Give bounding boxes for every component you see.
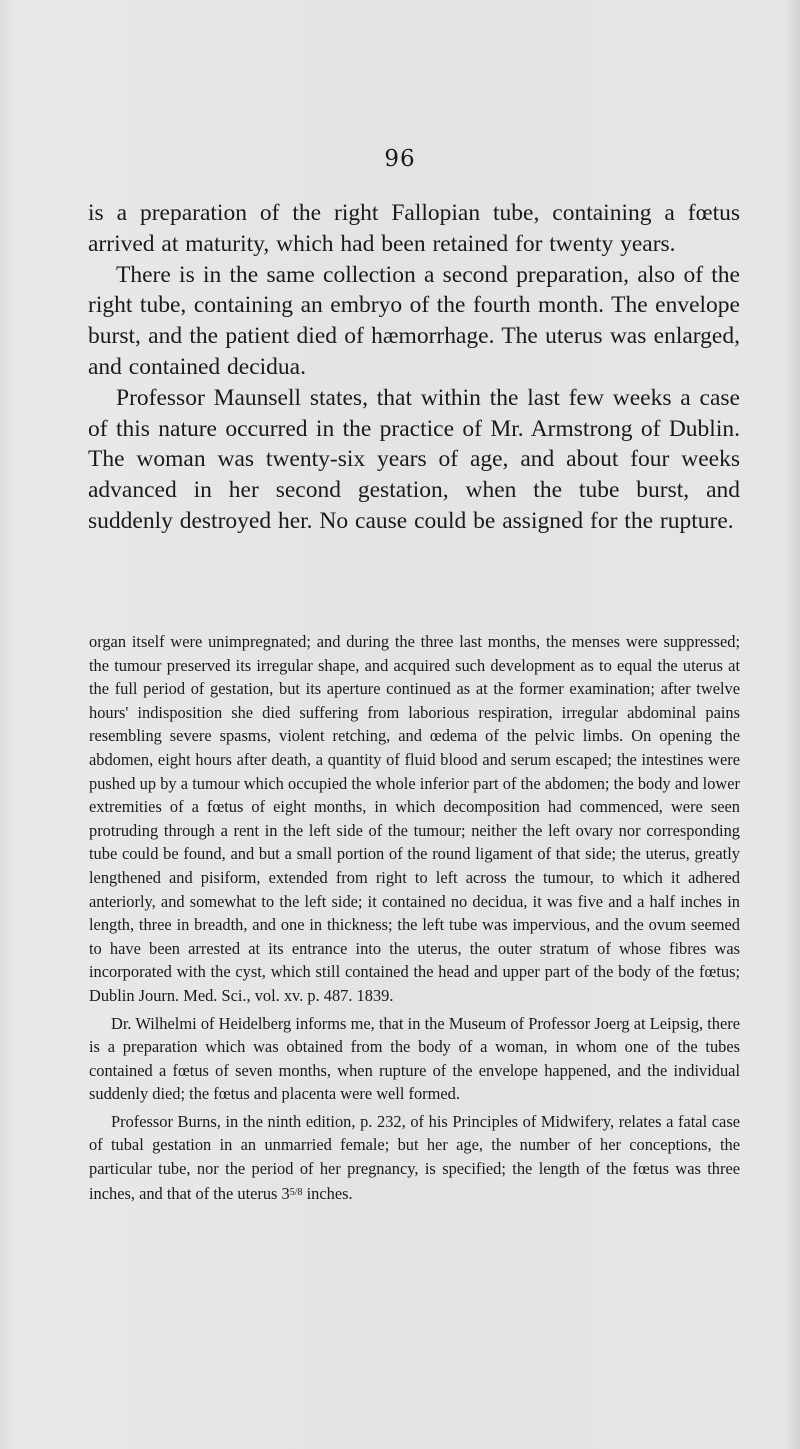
- main-paragraph: Professor Maunsell states, that within the last few weeks a case of this nature occurred in the practice of Mr. Armstrong of Dublin. The woman was twenty-six years of age, and about four weeks advanced in her second gestation, when the tube burst, and suddenly destroyed her. No cause could be assigned for the rupture.: [88, 384, 740, 534]
- main-paragraph: There is in the same collection a second preparation, also of the right tube, containing an embryo of the fourth month. The envelope burst, and the patient died of hæmorrhage. The uterus was enlarged, and contained decidua.: [88, 261, 740, 380]
- main-text: [88, 198, 740, 537]
- footnote-paragraph: organ itself were unimpregnated; and during the three last months, the menses were suppressed; the tumour preserved its irregular shape, and acquired such development as to equal the uterus at the full period of gestation, but its aperture continued as at the former examination; after twelve hours' indisposition she died suffering from laborious respiration, irregular abdominal pains resembling severe spasms, violent retching, and œdema of the pelvic limbs. On opening the abdomen, eight hours after death, a quantity of fluid blood and serum escaped; the intestines were pushed up by a tumour which occupied the whole inferior part of the abdomen; the body and lower extremities of a fœtus of eight months, in which decomposition had commenced, were seen protruding through a rent in the left side of the tumour; neither the left ovary nor corresponding tube could be found, and but a small portion of the round ligament of that side; the uterus, greatly lengthened and pisiform, extended from right to left across the tumour, to which it adhered anteriorly, and somewhat to the left side; it contained no decidua, it was five and a half inches in length, three in breadth, and one in thickness; the left tube was impervious, and the ovum seemed to have been arrested at its entrance into the uterus, the outer stratum of whose fibres was incorporated with the cyst, which still contained the head and upper part of the body of the fœtus; Dublin Journ. Med. Sci., vol. xv. p. 487. 1839.: [89, 632, 740, 1005]
- footnote-paragraph-end: inches.: [302, 1183, 353, 1203]
- page-number: 96: [384, 146, 416, 172]
- footnote-paragraph: Dr. Wilhelmi of Heidelberg informs me, that in the Museum of Professor Joerg at Leipsig, there is a preparation which was obtained from the body of a woman, in whom one of the tubes contained a fœtus of seven months, when rupture of the envelope happened, and the individual suddenly died; the fœtus and placenta were well formed.: [89, 1013, 740, 1104]
- footnote: [89, 630, 740, 1205]
- main-paragraph: is a preparation of the right Fallopian tube, containing a fœtus arrived at maturity, which had been retained for twenty years.: [88, 200, 740, 257]
- footnote-paragraph-text: Professor Burns, in the ninth edition, p. 232, of his Principles of Midwifery, relates a fatal case of tubal gestation in an unmarried female; but her age, the number of her conceptions, the particular tube, nor the period of her pregnancy, is specified; the length of the fœtus was three inches, and that of the uterus 3: [89, 1111, 740, 1203]
- footnote-paragraph: [89, 1110, 740, 1205]
- fraction: 5/8: [289, 1186, 303, 1198]
